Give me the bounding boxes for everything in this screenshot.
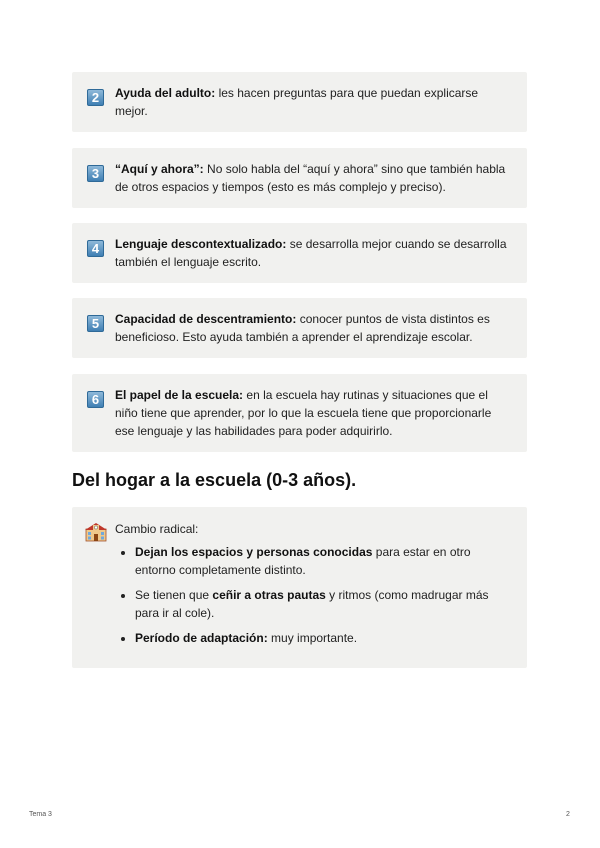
bullet-list bbox=[115, 543, 511, 647]
keycap-4-icon: 4 bbox=[87, 240, 104, 257]
item-text: conocer puntos de vista distintos es beneficioso. Esto ayuda también a aprender el aprendizaje escolar. bbox=[115, 312, 490, 344]
list-item: • Período de adaptación: muy importante. bbox=[135, 629, 511, 647]
callout-item-6 bbox=[72, 374, 527, 452]
item-title: Capacidad de descentramiento: bbox=[115, 312, 297, 326]
item-text: les hacen preguntas para que puedan explicarse mejor. bbox=[115, 86, 479, 118]
list-item: • Se tienen que ceñir a otras pautas y ritmos (como madrugar más para ir al cole). bbox=[135, 586, 511, 622]
callout-item-2 bbox=[72, 72, 527, 132]
item-title: Ayuda del adulto: bbox=[115, 86, 216, 100]
item-text: en la escuela hay rutinas y situaciones que el niño tiene que aprender, por lo que la escuela tiene que proporcionarle ese lenguaje y las habilidades para poder adquirirlo. bbox=[115, 388, 492, 438]
item-title: Lenguaje descontextualizado: bbox=[115, 237, 287, 251]
list-item: • Dejan los espacios y personas conocidas para estar en otro entorno completamente distinto. bbox=[135, 543, 511, 579]
callout-item-5 bbox=[72, 298, 527, 358]
keycap-2-icon: 2 bbox=[87, 89, 104, 106]
item-text: se desarrolla mejor cuando se desarrolla también el lenguaje escrito. bbox=[115, 237, 507, 269]
page-number: 2 bbox=[566, 811, 570, 818]
keycap-3-icon: 3 bbox=[87, 165, 104, 182]
keycap-5-icon: 5 bbox=[87, 315, 104, 332]
item-title: “Aquí y ahora”: bbox=[115, 162, 204, 176]
callout-item-4 bbox=[72, 223, 527, 283]
footer-chapter: Tema 3 bbox=[29, 811, 52, 818]
callout-intro: Cambio radical: bbox=[115, 522, 199, 536]
callout-home-to-school bbox=[72, 507, 527, 668]
keycap-6-icon: 6 bbox=[87, 391, 104, 408]
item-text: No solo habla del “aquí y ahora” sino que también habla de otros espacios y tiempos (esto es más complejo y preciso). bbox=[115, 162, 506, 194]
section-heading: Del hogar a la escuela (0-3 años). bbox=[72, 470, 357, 490]
item-title: El papel de la escuela: bbox=[115, 388, 244, 402]
callout-item-3 bbox=[72, 148, 527, 208]
school-icon bbox=[85, 522, 107, 542]
